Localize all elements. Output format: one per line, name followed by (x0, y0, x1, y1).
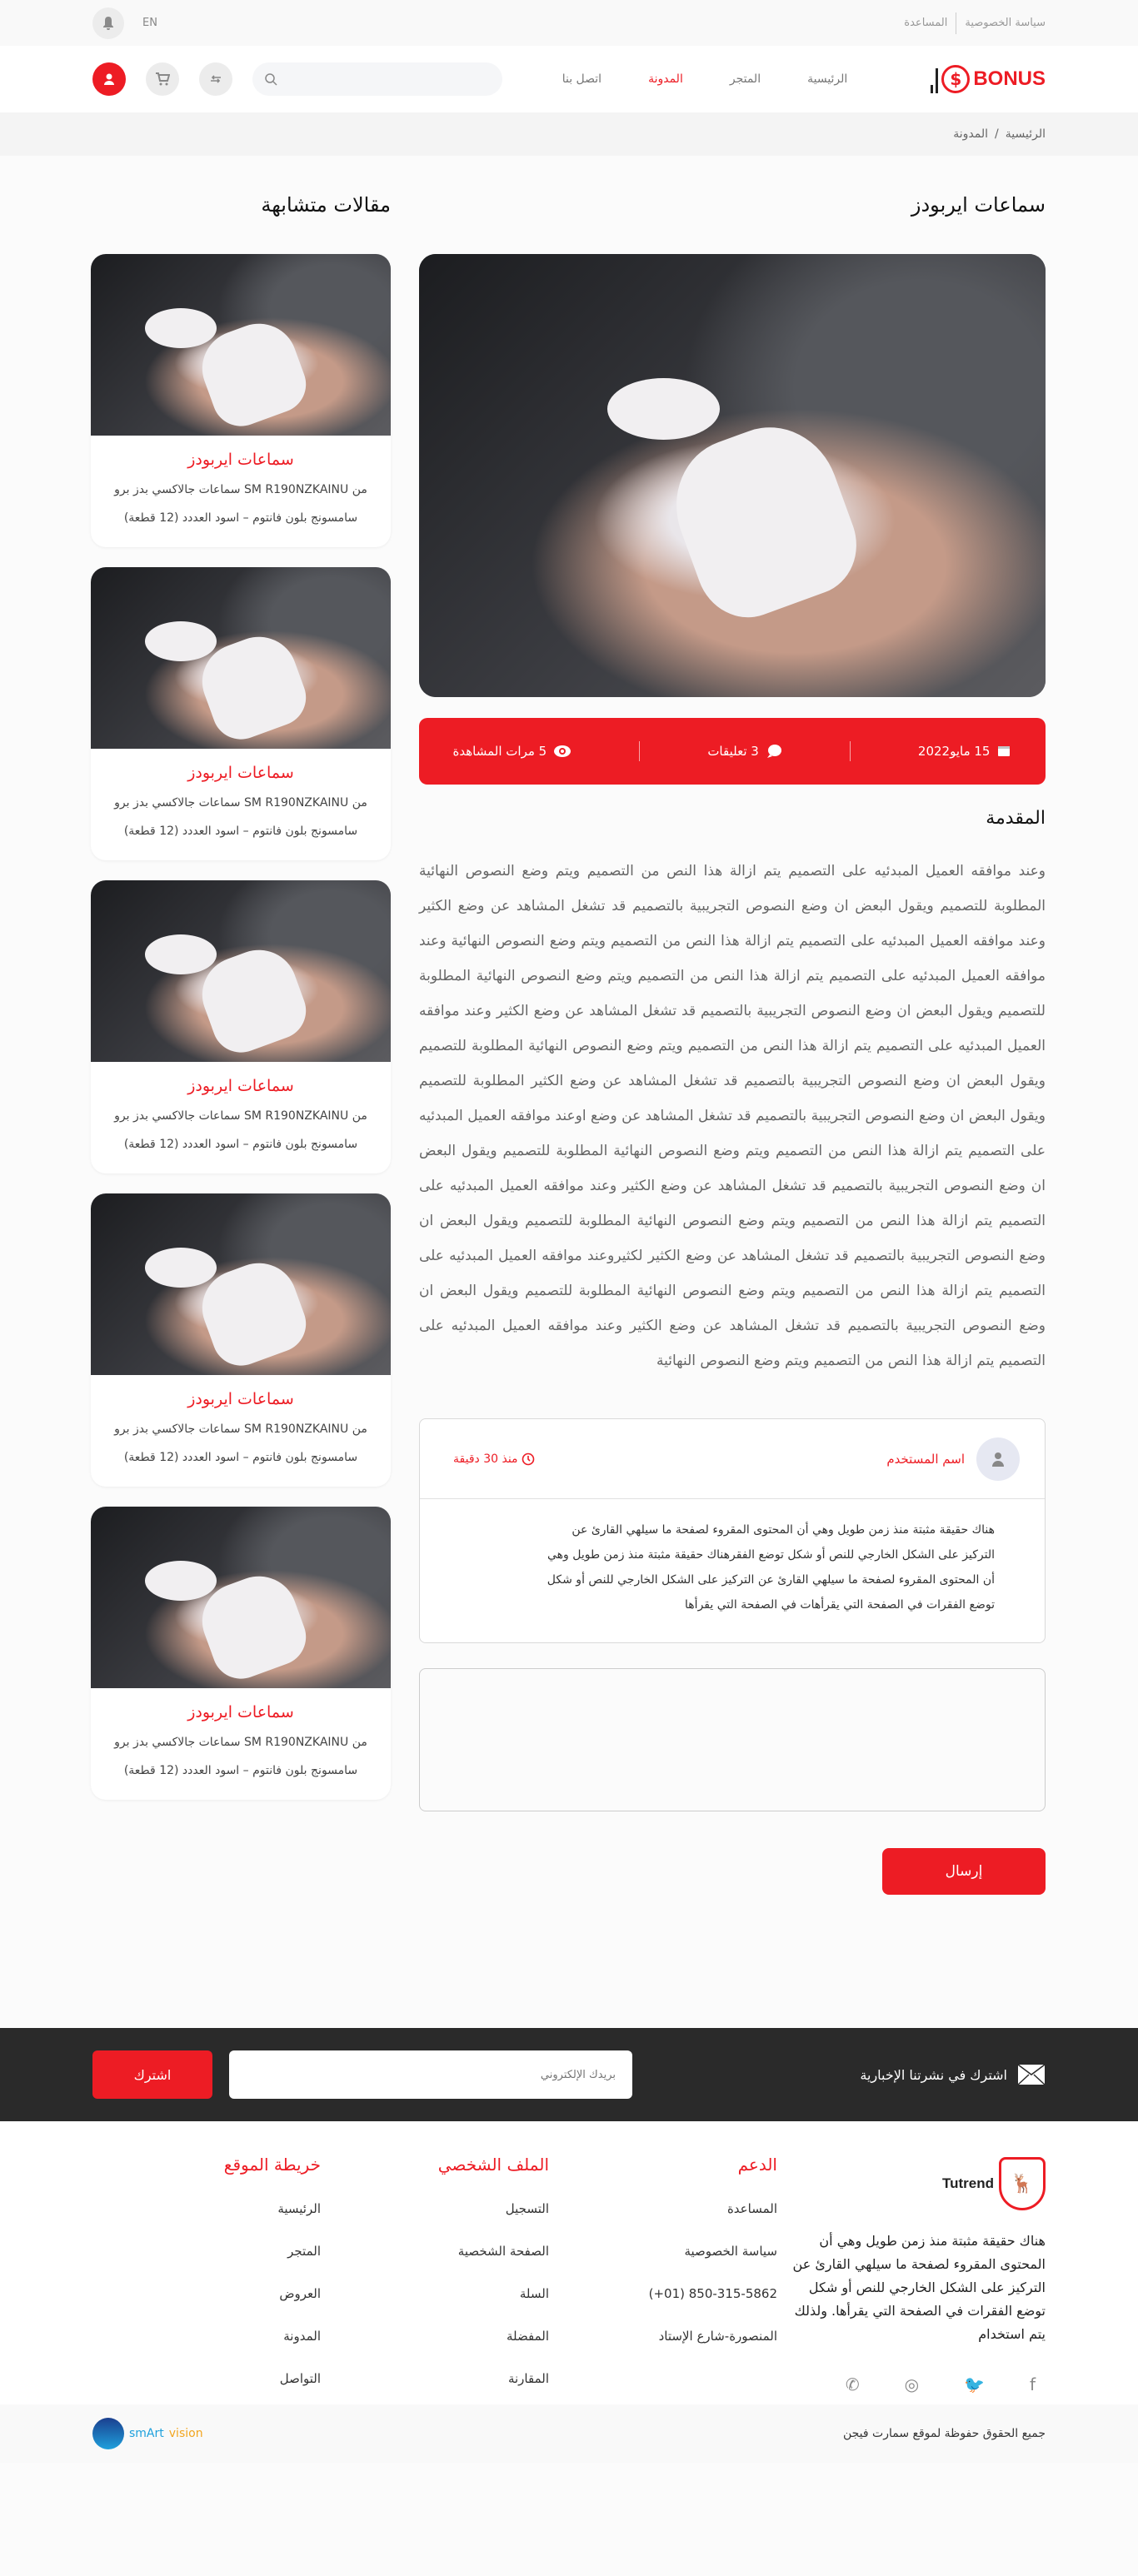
top-links (904, 12, 1046, 34)
comment-time: منذ 30 دقيقة (453, 1452, 535, 1466)
footer-link[interactable]: المفضلة (506, 2329, 549, 2344)
related-article-desc: من SM R190NZKAINU سماعات جالاكسي بدز برو سامسونج بلون فانتوم – اسود العددد (12 قطعة) (114, 1423, 367, 1464)
footer-link[interactable]: المقارنة (507, 2371, 549, 2386)
footer-link[interactable]: المدونة (283, 2329, 321, 2344)
related-article-desc: من SM R190NZKAINU سماعات جالاكسي بدز برو سامسونج بلون فانتوم – اسود العددد (12 قطعة) (114, 483, 367, 525)
language-switch[interactable]: EN (142, 17, 157, 29)
social-links (777, 2374, 1046, 2394)
breadcrumb-home[interactable]: الرئيسية (1005, 127, 1046, 141)
clock-icon (522, 1452, 535, 1466)
related-article-image (91, 567, 391, 749)
article-title: سماعات ايربودز (911, 193, 1046, 217)
subscribe-button[interactable]: اشترك (92, 2050, 212, 2099)
footer-col-sitemap: خريطة الموقع الرئيسية المتجر العروض المدونة التواصل (92, 2155, 321, 2414)
related-article-desc: من SM R190NZKAINU سماعات جالاكسي بدز برو سامسونج بلون فانتوم – اسود العددد (12 قطعة) (114, 1109, 367, 1151)
nav-blog[interactable]: المدونة (648, 72, 683, 86)
breadcrumb-current: المدونة (953, 127, 989, 141)
bottom-bar (0, 2404, 1138, 2463)
footer-brand (777, 2155, 1046, 2414)
search-box[interactable] (252, 62, 502, 96)
related-article-card[interactable] (91, 880, 391, 1173)
comment-text: هناك حقيقة مثبتة منذ زمن طويل وهي أن المحتوى المقروء لصفحة ما سيلهي القارئ عن التركيز على الشكل الخارجي للنص أو شكل توضع الفقرهناك حقيقة مثبتة منذ زمن طويل وهي أن المحتوى المقروء لصفحة ما سيلهي القارئ عن التركيز على الشكل الخارجي للنص أو شكل توضع الفقرات في الصفحة التي يقرأهات في الصفحة التي يقرأها (547, 1523, 995, 1612)
footer-link[interactable]: العروض (279, 2286, 321, 2301)
notifications-button[interactable] (92, 7, 124, 39)
footer-link[interactable]: السلة (519, 2286, 549, 2301)
compare-button[interactable] (199, 62, 232, 96)
related-article-card[interactable] (91, 1193, 391, 1487)
newsletter-bar (0, 2028, 1138, 2121)
breadcrumb (0, 112, 1138, 156)
related-title: مقالات متشابهة (261, 193, 391, 217)
related-article-card[interactable] (91, 254, 391, 547)
meta-date: 15 مايو2022 (918, 744, 1012, 759)
newsletter-label: اشترك في نشرتنا الإخبارية (860, 2064, 1046, 2085)
footer-link[interactable]: الصفحة الشخصية (457, 2244, 549, 2259)
footer-about: هناك حقيقة مثبتة منذ زمن طويل وهي أن المحتوى المقروء لصفحة ما سيلهي القارئ عن التركيز على الشكل الخارجي للنص أو شكل توضع الفقرات في الصفحة التي يقرأها. ولذلك يتم استخدام (792, 2233, 1046, 2342)
article-meta-bar (419, 718, 1046, 785)
envelope-icon (1017, 2064, 1046, 2085)
footer-link[interactable]: الرئيسية (277, 2201, 321, 2216)
search-input[interactable] (286, 73, 491, 86)
newsletter-email-input[interactable] (229, 2050, 632, 2099)
top-bar (0, 0, 1138, 46)
comment-textarea[interactable] (419, 1668, 1046, 1811)
related-articles (91, 156, 391, 1895)
divider (639, 741, 640, 761)
compare-arrows-icon (208, 72, 223, 87)
bell-icon (102, 16, 114, 31)
article-body: وعند موافقه العميل المبدئيه على التصميم يتم ازالة هذا النص من التصميم ويتم وضع النصوص النهائية المطلوبة للتصميم ويقول البعض ان وضع النصوص التجريبية بالتصميم قد تشغل المشاهد عن وضع الكثير وعند موافقه العميل المبدئيه على التصميم يتم ازالة هذا النص من التصميم ويتم وضع النصوص النهائية وعند موافقه العميل المبدئيه على التصميم يتم ازالة هذا النص من التصميم ويتم وضع النصوص النهائية المطلوبة للتصميم ويقول البعض ان وضع النصوص التجريبية بالتصميم قد تشغل المشاهد عن وضع الكثير وعند موافقه العميل المبدئيه على التصميم يتم ازالة هذا النص من التصميم ويتم وضع النصوص النهائية المطلوبة للتصميم ويقول البعض ان وضع النصوص التجريبية بالتصميم قد تشغل المشاهد عن وضع الكثير المطلوبة للتصميم ويقول البعض ان وضع النصوص التجريبية بالتصميم قد تشغل المشاهد عن وضع اوعند موافقه العميل المبدئيه على التصميم يتم ازالة هذا النص من التصميم ويتم وضع النصوص النهائية المطلوبة للتصميم ويقول البعض ان وضع النصوص التجريبية بالتصميم قد تشغل المشاهد عن وضع الكثير وعند موافقه العميل المبدئيه على التصميم يتم ازالة هذا النص من التصميم ويتم وضع النصوص النهائية المطلوبة للتصميم ويقول البعض ان وضع النصوص التجريبية بالتصميم قد تشغل المشاهد عن وضع الكثير لكثيروعند موافقه العميل المبدئيه على التصميم يتم ازالة هذا النص من التصميم ويتم وضع النصوص النهائية المطلوبة للتصميم ويقول البعض ان وضع النصوص التجريبية بالتصميم قد تشغل المشاهد عن وضع الكثير وعند موافقه العميل المبدئيه على التصميم يتم ازالة هذا النص من التصميم ويتم وضع النصوص النهائية (419, 863, 1046, 1369)
footer-link[interactable]: المتجر (287, 2244, 321, 2259)
user-icon (102, 72, 116, 86)
footer-link[interactable]: سياسة الخصوصية (684, 2244, 777, 2259)
cart-button[interactable] (146, 62, 179, 96)
main-nav (562, 72, 848, 86)
chat-bubble-icon (766, 744, 782, 759)
privacy-link[interactable]: سياسة الخصوصية (965, 17, 1046, 29)
send-button[interactable]: إرسال (882, 1848, 1046, 1895)
nav-home[interactable]: الرئيسية (807, 72, 848, 86)
nav-store[interactable]: المتجر (729, 72, 761, 86)
related-article-desc: من SM R190NZKAINU سماعات جالاكسي بدز برو سامسونج بلون فانتوم – اسود العددد (12 قطعة) (114, 1736, 367, 1777)
comment-username: اسم المستخدم (886, 1451, 965, 1467)
related-article-image (91, 254, 391, 436)
help-link[interactable]: المساعدة (904, 17, 948, 29)
related-article-title[interactable]: سماعات ايربودز (187, 1077, 294, 1095)
meta-views: 5 مرات المشاهدة (453, 744, 572, 759)
smart-vision-logo-icon (92, 2418, 124, 2449)
related-article-image (91, 880, 391, 1062)
divider (850, 741, 851, 761)
breadcrumb-separator: / (995, 127, 999, 141)
main-header (0, 46, 1138, 112)
copyright: جميع الحقوق حفوظة لموقع سمارت فيجن (842, 2427, 1046, 2440)
related-article-title[interactable]: سماعات ايربودز (187, 764, 294, 782)
footer-address: المنصورة-شارع الإستاد (658, 2329, 777, 2344)
article-image (419, 254, 1046, 697)
footer-link[interactable]: التواصل (279, 2371, 321, 2386)
cart-icon (155, 72, 170, 87)
footer-col-profile: الملف الشخصي التسجيل الصفحة الشخصية السلة المفضلة المقارنة (321, 2155, 549, 2414)
footer-link[interactable]: التسجيل (505, 2201, 549, 2216)
eye-icon (553, 745, 571, 758)
meta-comments[interactable]: 3 تعليقات (707, 744, 782, 759)
footer (0, 2121, 1138, 2404)
comment-card (419, 1418, 1046, 1643)
nav-contact[interactable]: اتصل بنا (562, 72, 602, 86)
related-article-title[interactable]: سماعات ايربودز (187, 451, 294, 469)
related-article-card[interactable] (91, 567, 391, 860)
related-article-title[interactable]: سماعات ايربودز (187, 1390, 294, 1408)
account-button[interactable] (92, 62, 126, 96)
twitter-icon[interactable]: 🐦 (964, 2374, 985, 2394)
search-icon (264, 72, 277, 86)
related-article-title[interactable]: سماعات ايربودز (187, 1703, 294, 1721)
calendar-icon (996, 745, 1011, 758)
facebook-icon[interactable]: f (1029, 2374, 1036, 2394)
instagram-icon[interactable]: ◎ (904, 2374, 920, 2394)
footer-phone[interactable]: (+01) 850-315-5862 (648, 2286, 777, 2301)
related-article-image (91, 1193, 391, 1375)
related-article-desc: من SM R190NZKAINU سماعات جالاكسي بدز برو سامسونج بلون فانتوم – اسود العددد (12 قطعة) (114, 796, 367, 838)
user-icon (990, 1451, 1006, 1467)
article (419, 156, 1046, 1895)
logo-text: BONUS (973, 67, 1046, 90)
deer-shield-icon: 🦌 (999, 2157, 1046, 2210)
smart-vision-credit[interactable]: smArt vision (92, 2418, 203, 2449)
avatar (976, 1437, 1020, 1481)
intro-heading: المقدمة (986, 808, 1046, 829)
related-article-card[interactable] (91, 1507, 391, 1800)
brand-logo[interactable]: 🦌 Tutrend (777, 2155, 1046, 2213)
logo-bars-icon (931, 65, 938, 93)
site-logo[interactable] (931, 65, 1046, 93)
footer-col-support: الدعم المساعدة سياسة الخصوصية (+01) 850-315-5862 المنصورة-شارع الإستاد (549, 2155, 777, 2414)
phone-icon[interactable]: ✆ (845, 2374, 860, 2394)
dollar-coin-icon: $ (941, 65, 970, 93)
related-article-image (91, 1507, 391, 1688)
footer-link[interactable]: المساعدة (726, 2201, 777, 2216)
